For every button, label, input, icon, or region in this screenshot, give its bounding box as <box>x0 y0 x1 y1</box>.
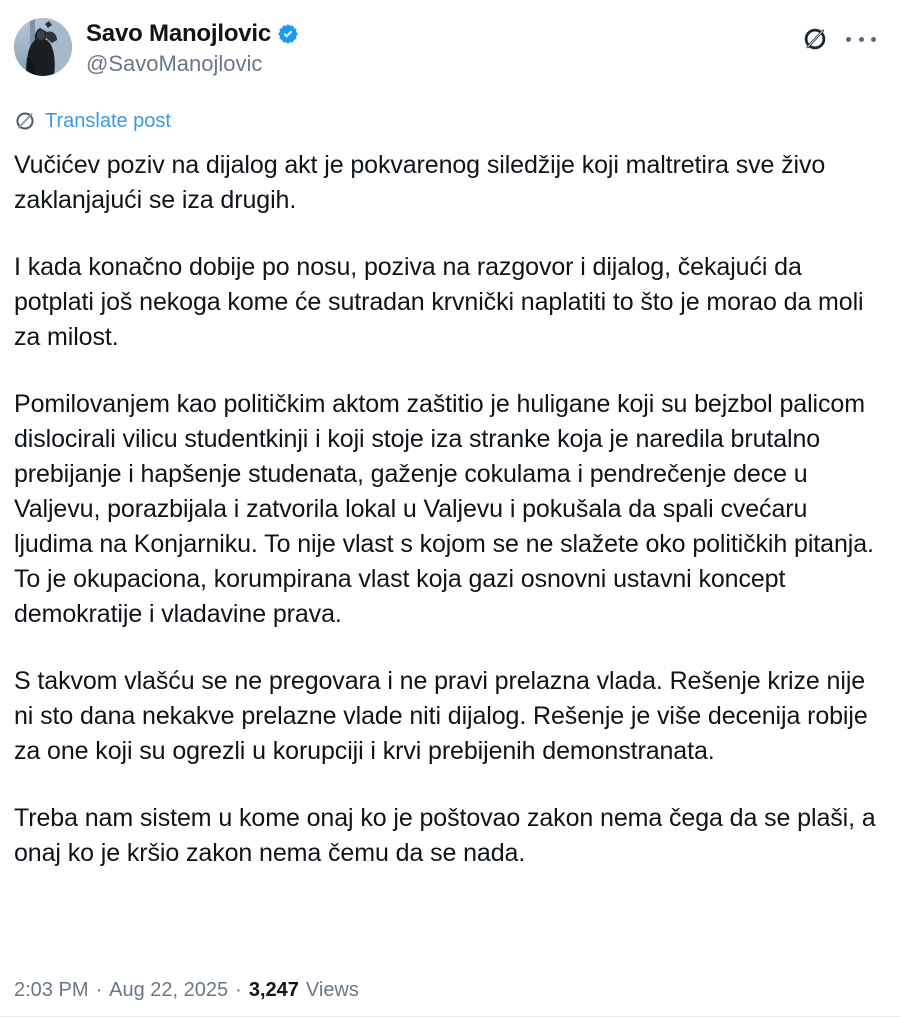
more-options-icon[interactable] <box>846 28 876 50</box>
avatar-image <box>14 18 72 76</box>
post-paragraph: Vučićev poziv na dijalog akt je pokvarenog siledžije koji maltretira sve živo zaklanjajući se iza drugih. <box>14 151 833 214</box>
post-date[interactable]: Aug 22, 2025 <box>109 979 229 1001</box>
metadata-separator: · <box>235 979 242 1001</box>
post-paragraph: S takvom vlašću se ne pregovara i ne pravi prelazna vlada. Rešenje krize nije ni sto dana nekakve prelazne vlade niti dijalog. Rešenje je više decenija robije za one koji su ogrezli u korupciji i krvi prebijenih demonstranata. <box>14 667 875 765</box>
more-dot <box>871 37 876 42</box>
header-actions <box>802 18 886 52</box>
post-footer <box>0 979 900 1017</box>
verified-badge-icon <box>277 23 299 45</box>
views-label[interactable]: Views <box>305 979 359 1001</box>
account-identity <box>86 18 299 77</box>
metadata-separator: · <box>95 979 103 1001</box>
grok-icon <box>14 110 36 132</box>
more-dot <box>846 37 851 42</box>
display-name-row[interactable] <box>86 20 299 49</box>
translate-post-button[interactable] <box>0 108 185 134</box>
display-name: Savo Manojlovic <box>86 20 272 47</box>
post-header <box>0 0 900 92</box>
post-paragraph: Treba nam sistem u kome onaj ko je poštovao zakon nema čega da se plaši, a onaj ko je kršio zakon nema čemu da se nada. <box>14 804 883 867</box>
avatar[interactable] <box>14 18 72 76</box>
more-dot <box>859 37 864 42</box>
post-metadata <box>14 979 886 1002</box>
post-text <box>0 148 900 871</box>
views-count[interactable]: 3,247 <box>248 979 299 1001</box>
post-paragraph: I kada konačno dobije po nosu, poziva na razgovor i dijalog, čekajući da potplati još nekoga kome će sutradan krvnički naplatiti to što je morao da moli za milost. <box>14 253 871 351</box>
account-handle[interactable]: @SavoManojlovic <box>86 50 263 76</box>
grok-icon[interactable] <box>802 26 828 52</box>
post-paragraph: Pomilovanjem kao političkim aktom zaštitio je huligane koji su bejzbol palicom dislocirali vilicu studentkinji i koji stoje iza stranke koja je naredila brutalno prebijanje i hapšenje studenata, gaženje cokulama i pendrečenje dece u Valjevu, porazbijala i zatvorila lokal u Valjevu i pokušala da spali cvećaru ljudima na Konjarniku. To nije vlast s kojom se ne slažete oko političkih pitanja. To je okupaciona, korumpirana vlast koja gazi osnovni ustavni koncept demokratije i vladavine prava. <box>14 390 881 628</box>
translate-post-label: Translate post <box>45 110 171 132</box>
post-time[interactable]: 2:03 PM <box>14 979 89 1001</box>
